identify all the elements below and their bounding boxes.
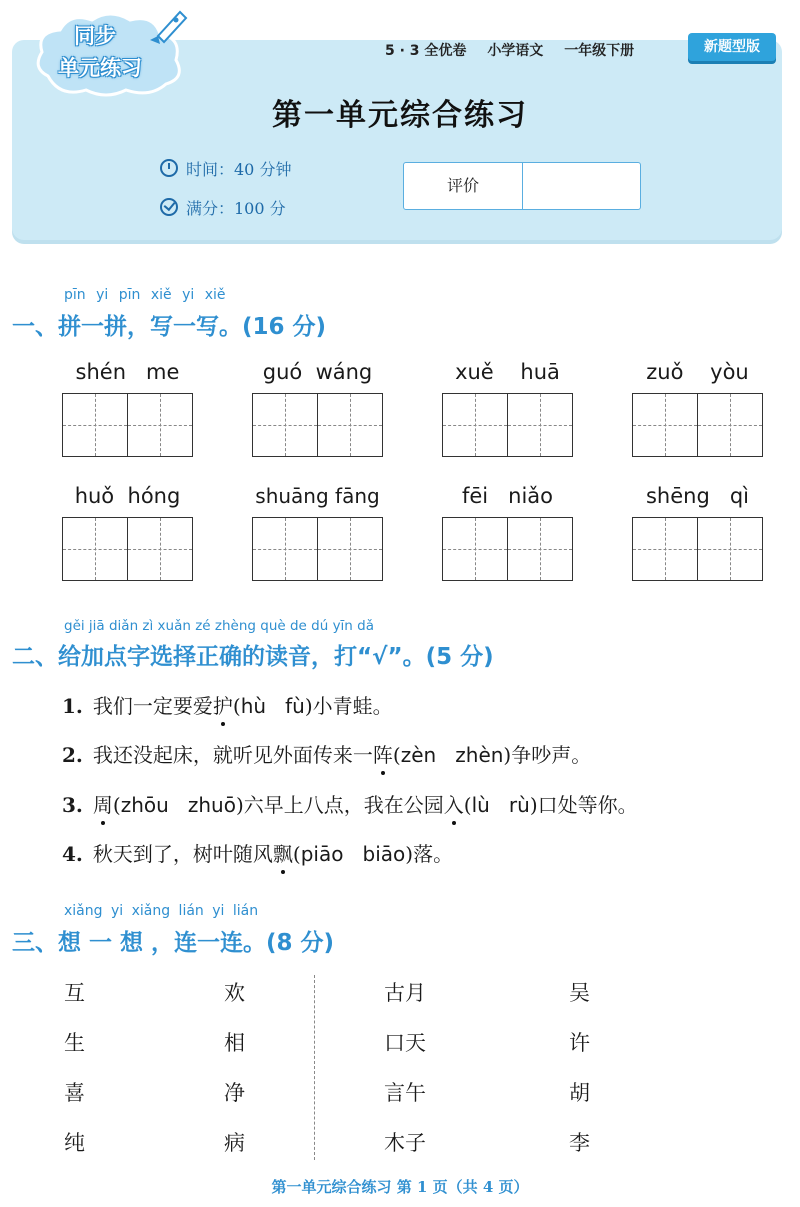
section1-title: 一、拼一拼，写一写。(16 分) xyxy=(12,314,327,340)
grid-pinyin: huǒ hóng xyxy=(74,484,181,508)
full-score xyxy=(160,196,286,219)
match-item[interactable]: 许 xyxy=(569,1031,590,1055)
section2-pinyin: gěi jiā diǎn zì xuǎn zé zhèng què de dú yīn dǎ xyxy=(64,618,374,634)
check-circle-icon xyxy=(160,198,178,216)
badge-line2: 单元练习 xyxy=(58,56,142,80)
pinyin-option[interactable]: zhōu xyxy=(120,793,169,817)
pinyin-option[interactable]: biāo xyxy=(362,842,406,866)
question-2: 2. 我还没起床，就听见外面传来一阵(zèn zhèn)争吵声。 xyxy=(62,743,592,767)
grid-pinyin: shuāng fāng xyxy=(255,484,380,508)
time-limit xyxy=(160,157,291,180)
match-item[interactable]: 病 xyxy=(224,1131,245,1155)
question-4: 4. 秋天到了，树叶随风飘(piāo biāo)落。 xyxy=(62,842,454,866)
clock-icon xyxy=(160,159,178,177)
match-item[interactable]: 生 xyxy=(64,1031,85,1055)
section3-pinyin: xiǎng yi xiǎng lián yi lián xyxy=(64,903,259,919)
badge-line1: 同步 xyxy=(74,24,116,48)
pinyin-option[interactable]: zhuō xyxy=(187,793,236,817)
match-item[interactable]: 欢 xyxy=(224,981,245,1005)
grid-pinyin: fēi niǎo xyxy=(461,484,554,508)
writing-grid[interactable] xyxy=(632,393,763,457)
pinyin-option[interactable]: lù xyxy=(471,793,490,817)
match-item[interactable]: 古月 xyxy=(384,981,426,1005)
dotted-char: 阵 xyxy=(372,743,393,767)
dotted-char: 入 xyxy=(443,793,464,817)
section1-pinyin: pīn yi pīn xiě yi xiě xyxy=(64,287,226,303)
writing-grid[interactable] xyxy=(252,517,383,581)
evaluation-label: 评价 xyxy=(404,163,523,209)
score-label: 满分：100 分 xyxy=(186,199,286,218)
question-1: 1. 我们一定要爱护(hù fù)小青蛙。 xyxy=(62,694,393,718)
writing-grid[interactable] xyxy=(632,517,763,581)
grid-pinyin: xuě huā xyxy=(455,360,560,384)
match-item[interactable]: 净 xyxy=(224,1081,245,1105)
match-item[interactable]: 胡 xyxy=(569,1081,590,1105)
dotted-char: 护 xyxy=(212,694,233,718)
evaluation-blank[interactable] xyxy=(523,163,640,209)
match-item[interactable]: 口天 xyxy=(384,1031,426,1055)
pinyin-option[interactable]: piāo xyxy=(300,842,344,866)
pinyin-option[interactable]: zèn xyxy=(400,743,437,767)
dotted-char: 周 xyxy=(92,793,113,817)
edition-tag: 新题型版 xyxy=(688,33,776,61)
section3-title: 三、想 一 想 ，连一连。(8 分) xyxy=(12,930,335,956)
match-item[interactable]: 相 xyxy=(224,1031,245,1055)
dotted-char: 飘 xyxy=(272,842,293,866)
writing-grid[interactable] xyxy=(442,393,573,457)
grid-pinyin: shēng qì xyxy=(645,484,749,508)
grid-pinyin: guó wáng xyxy=(262,360,373,384)
question-3: 3. 周(zhōu zhuō)六早上八点，我在公园入(lù rù)口处等你。 xyxy=(62,793,638,817)
writing-grid[interactable] xyxy=(62,517,193,581)
column-divider xyxy=(314,975,315,1160)
series-name: 5 · 3 全优卷 xyxy=(385,43,467,59)
subject-name: 小学语文 xyxy=(487,43,544,59)
writing-grid[interactable] xyxy=(62,393,193,457)
grade-name: 一年级下册 xyxy=(564,43,635,59)
evaluation-box xyxy=(403,162,641,210)
time-label: 时间：40 分钟 xyxy=(186,160,292,179)
pinyin-option[interactable]: fù xyxy=(285,694,305,718)
match-item[interactable]: 木子 xyxy=(384,1131,426,1155)
page-title: 第一单元综合练习 xyxy=(272,98,528,133)
match-item[interactable]: 喜 xyxy=(64,1081,85,1105)
pinyin-option[interactable]: hù xyxy=(240,694,267,718)
match-item[interactable]: 互 xyxy=(64,981,85,1005)
match-item[interactable]: 吴 xyxy=(569,981,590,1005)
match-item[interactable]: 李 xyxy=(569,1131,590,1155)
pinyin-option[interactable]: zhèn xyxy=(455,743,504,767)
match-item[interactable]: 纯 xyxy=(64,1131,85,1155)
page-footer: 第一单元综合练习 第 1 页（共 4 页） xyxy=(271,1178,529,1196)
grid-pinyin: zuǒ yòu xyxy=(646,360,749,384)
grid-pinyin: shén me xyxy=(75,360,180,384)
series-info xyxy=(385,40,650,60)
section2-title: 二、给加点字选择正确的读音，打“√”。(5 分) xyxy=(12,644,494,670)
match-item[interactable]: 言午 xyxy=(384,1081,426,1105)
writing-grid[interactable] xyxy=(442,517,573,581)
writing-grid[interactable] xyxy=(252,393,383,457)
pinyin-option[interactable]: rù xyxy=(508,793,530,817)
